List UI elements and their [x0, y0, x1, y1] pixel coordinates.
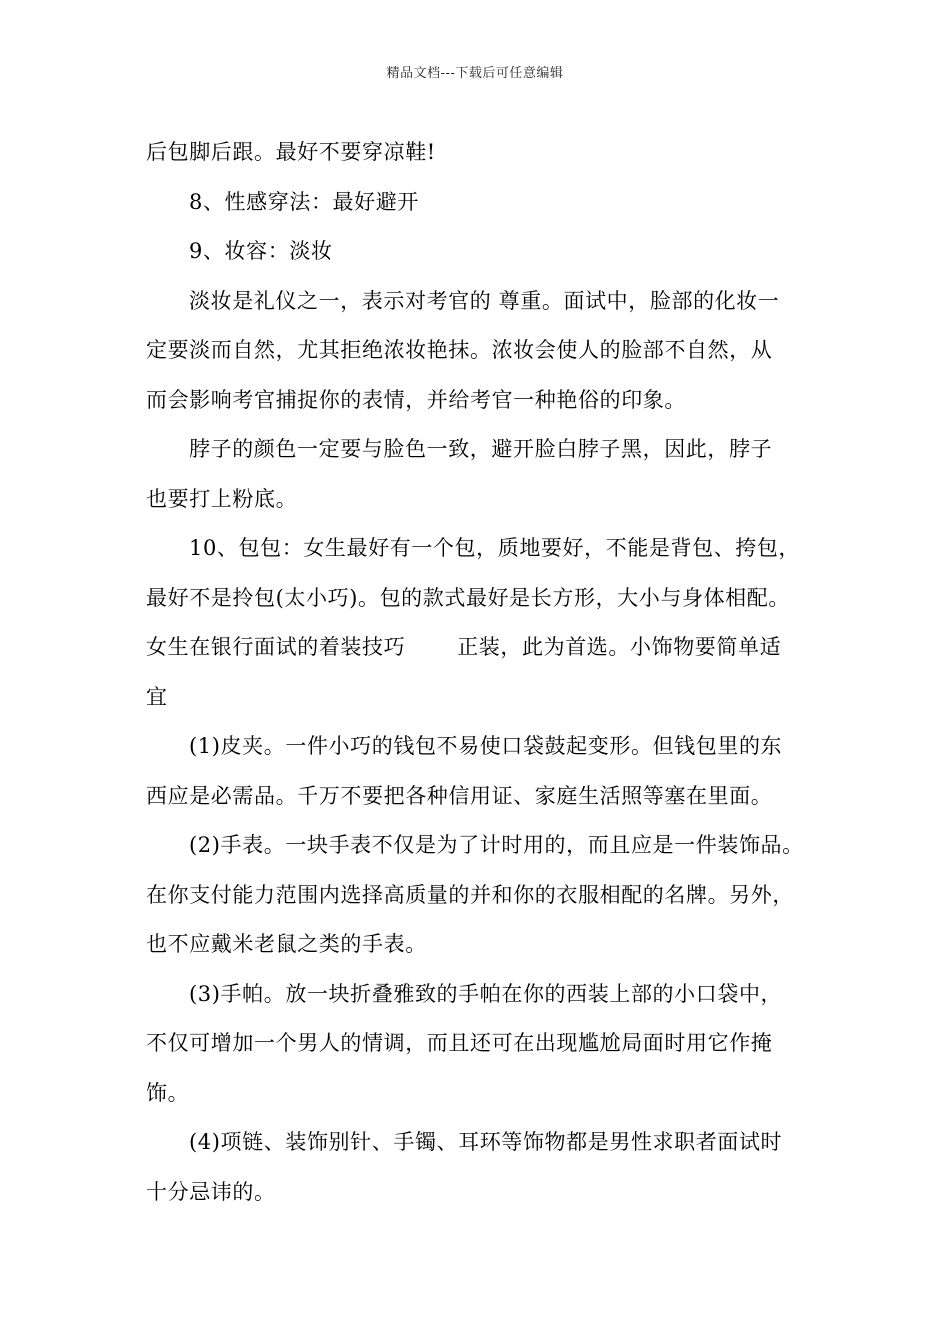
- text-line: 不仅可增加一个男人的情调，而且还可在出现尴尬局面时用它作掩: [146, 1031, 773, 1055]
- text-line: 定要淡而自然，尤其拒绝浓妆艳抹。浓妆会使人的脸部不自然，从: [146, 338, 773, 362]
- text-line: (4)项链、装饰别针、手镯、耳环等饰物都是男性求职者面试时: [189, 1130, 783, 1154]
- text-line: 9、妆容：淡妆: [189, 239, 333, 263]
- text-segment: 女生在银行面试的着装技巧: [146, 635, 406, 659]
- page-header: 精品文档---下载后可任意编辑: [386, 66, 564, 81]
- text-line: 十分忌讳的。: [146, 1179, 276, 1204]
- text-line: 在你支付能力范围内选择高质量的并和你的衣服相配的名牌。另外，: [146, 882, 794, 907]
- text-line: 最好不是拎包(太小巧)。包的款式最好是长方形，大小与身体相配。: [146, 585, 790, 610]
- text-segment: 正装，此为首选。小饰物要简单适: [457, 635, 782, 659]
- text-line: 后包脚后跟。最好不要穿凉鞋!: [146, 140, 436, 164]
- text-line: (3)手帕。放一块折叠雅致的手帕在你的西装上部的小口袋中，: [189, 981, 783, 1006]
- text-line: 西应是必需品。千万不要把各种信用证、家庭生活照等塞在里面。: [146, 783, 773, 808]
- text-line: 8、性感穿法：最好避开: [189, 189, 419, 214]
- text-line: 也不应戴米老鼠之类的手表。: [146, 932, 427, 956]
- document-body: [146, 128, 816, 1217]
- text-line: 10、包包：女生最好有一个包，质地要好，不能是背包、挎包，: [189, 536, 801, 560]
- text-line: (2)手表。一块手表不仅是为了计时用的，而且应是一件装饰品。: [189, 833, 804, 857]
- text-line: (1)皮夹。一件小巧的钱包不易使口袋鼓起变形。但钱包里的东: [189, 734, 783, 758]
- text-line: 而会影响考官捕捉你的表情，并给考官一种艳俗的印象。: [146, 387, 686, 412]
- text-line: 宜: [146, 684, 168, 709]
- text-line: 饰。: [146, 1080, 190, 1105]
- text-line: 也要打上粉底。: [146, 486, 298, 511]
- text-line: [146, 623, 816, 673]
- text-line: 脖子的颜色一定要与脸色一致，避开脸白脖子黑，因此，脖子: [189, 437, 773, 461]
- text-line: 淡妆是礼仪之一，表示对考官的 尊重。面试中，脸部的化妆一: [189, 288, 780, 313]
